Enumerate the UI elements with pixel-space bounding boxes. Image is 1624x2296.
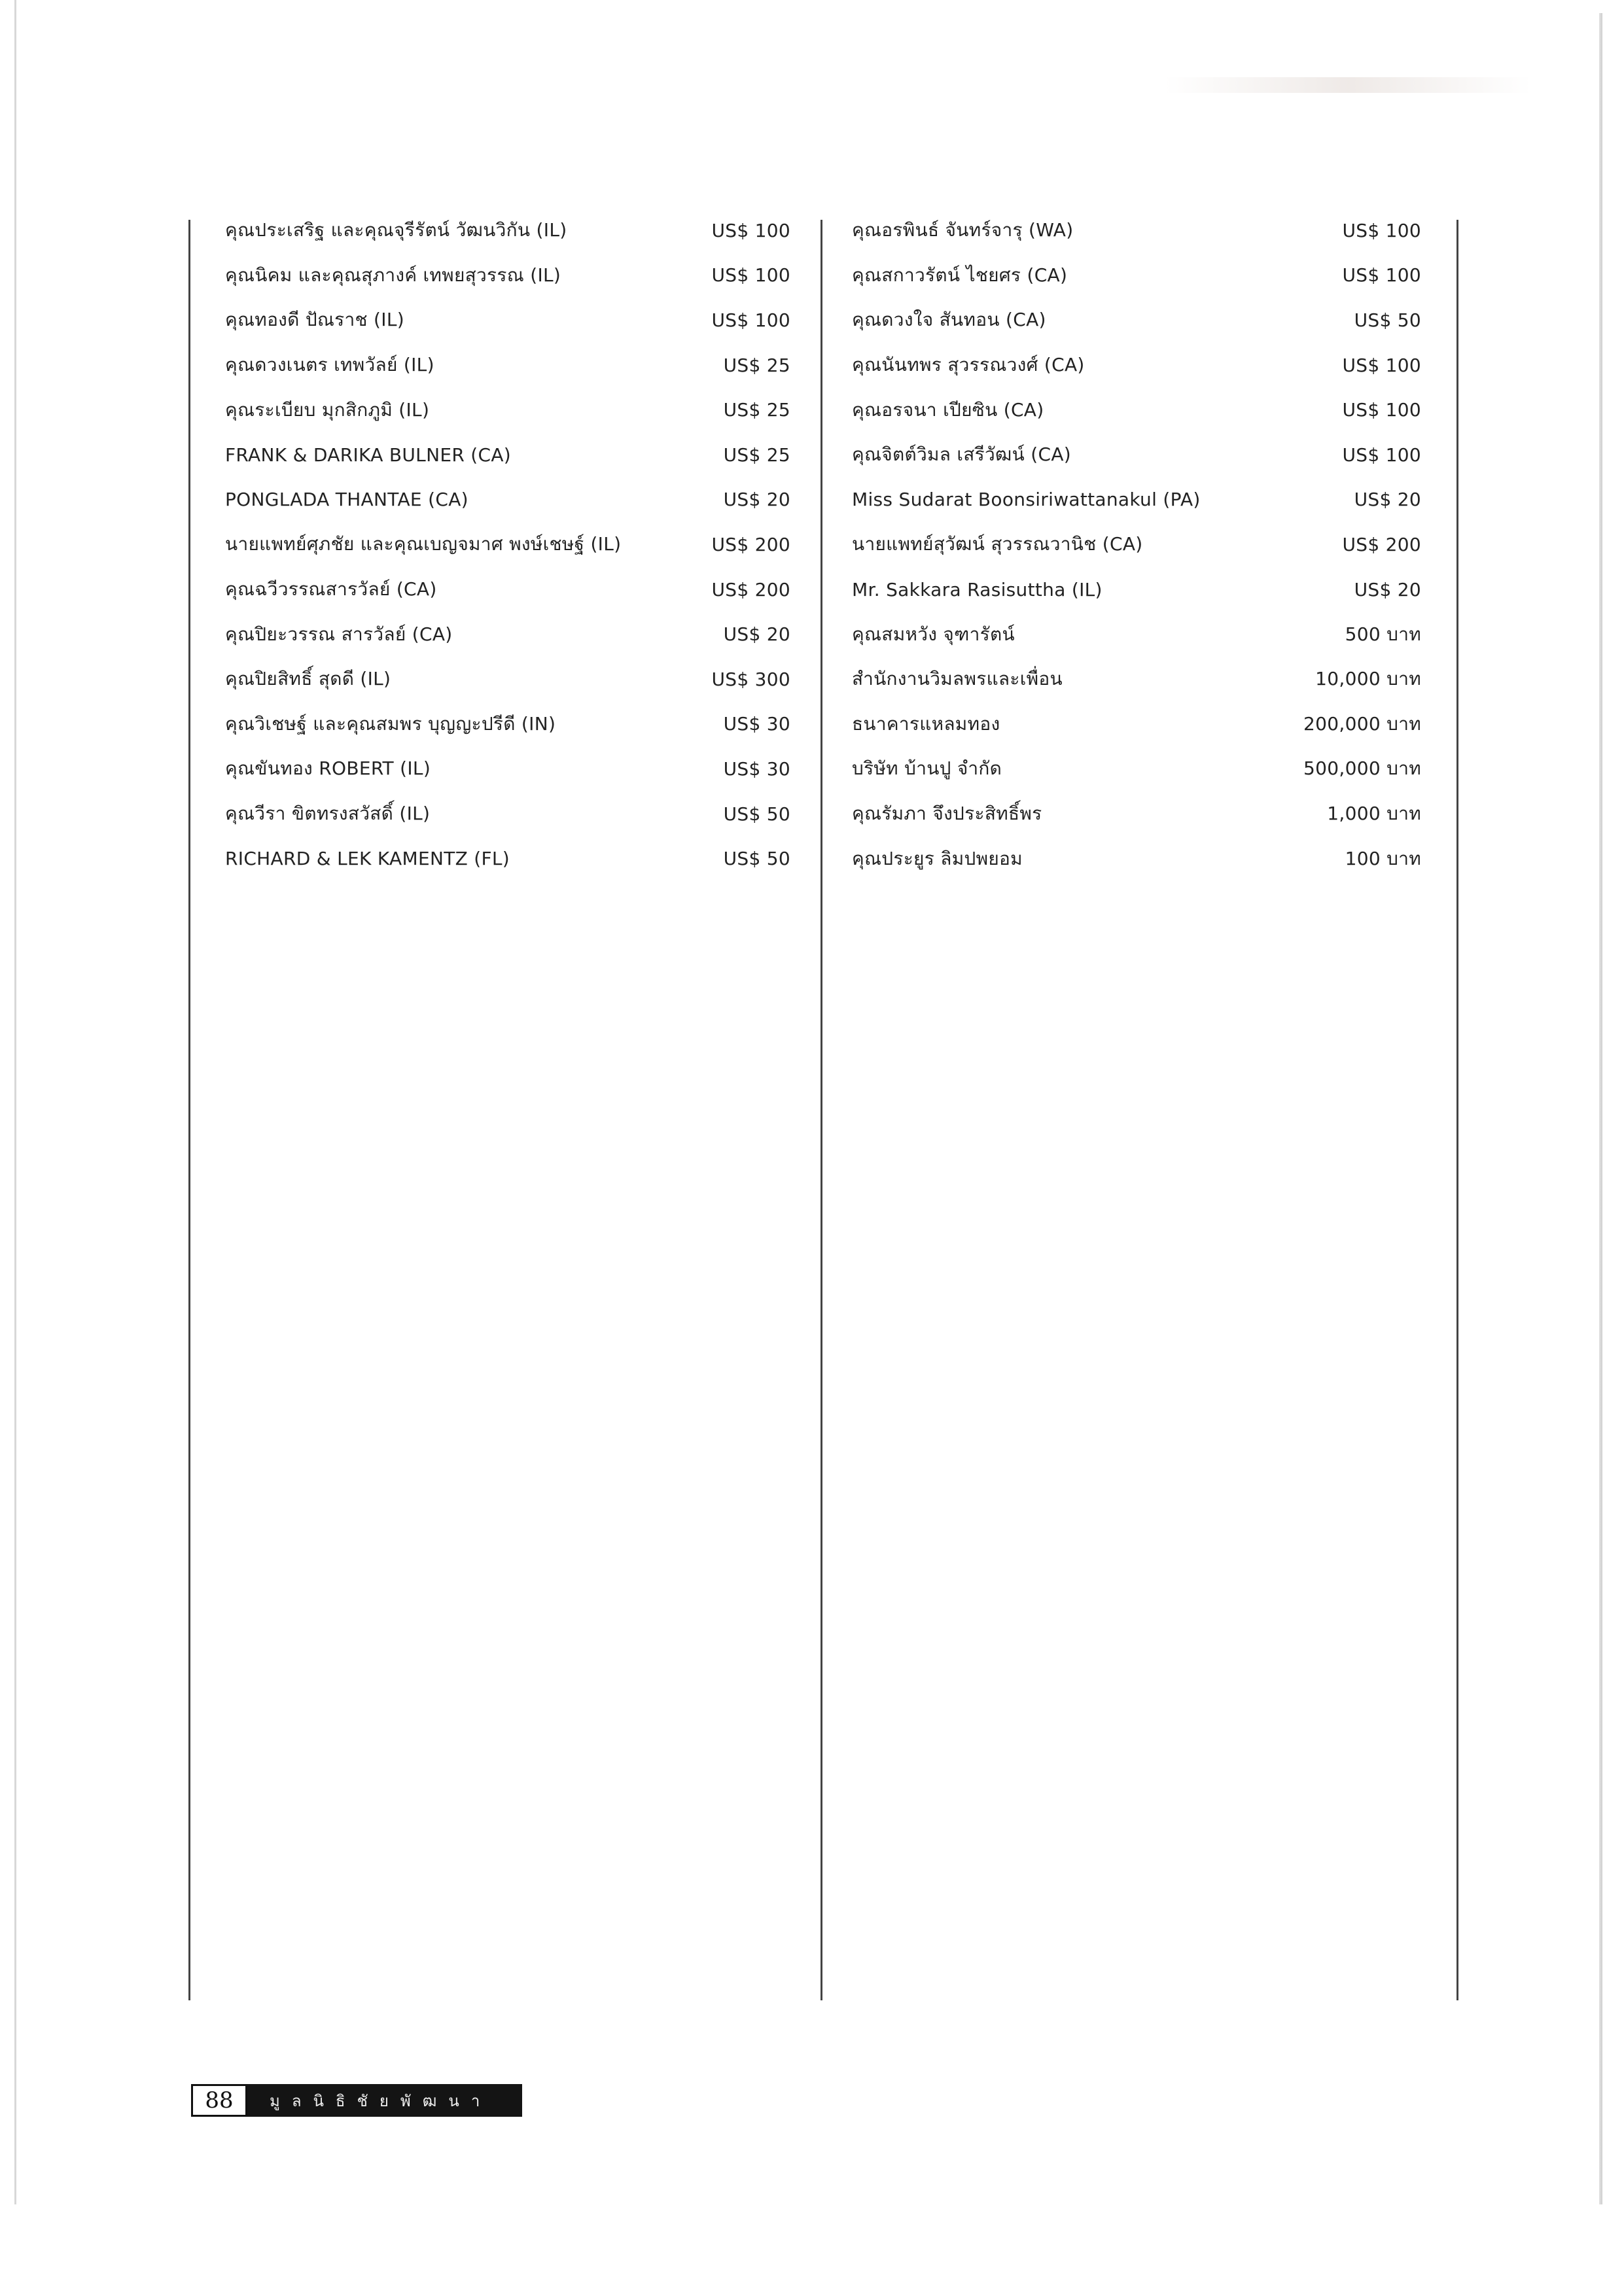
- left-donor-list: [225, 208, 790, 881]
- donor-name: Miss Sudarat Boonsiriwattanakul (PA): [852, 489, 1201, 511]
- donor-name: คุณจิตต์วิมล เสรีวัฒน์ (CA): [852, 444, 1072, 466]
- donation-amount: US$ 100: [711, 219, 790, 241]
- donor-name: RICHARD & LEK KAMENTZ (FL): [225, 848, 510, 870]
- donation-amount: US$ 50: [723, 848, 790, 870]
- donor-row: [852, 836, 1421, 881]
- donation-amount: US$ 300: [711, 668, 790, 690]
- scan-edge-left: [14, 0, 16, 2204]
- donation-amount: US$ 100: [711, 264, 790, 287]
- donor-row: [225, 298, 790, 343]
- donor-row: [852, 208, 1421, 253]
- donor-name: ธนาคารแหลมทอง: [852, 712, 1000, 735]
- donor-row: [852, 612, 1421, 657]
- donation-amount: US$ 20: [1354, 489, 1421, 511]
- donation-amount: US$ 20: [723, 489, 790, 511]
- donor-row: [852, 791, 1421, 837]
- donation-amount: US$ 20: [1354, 578, 1421, 600]
- donor-name: คุณขันทอง ROBERT (IL): [225, 757, 431, 780]
- donor-row: [225, 387, 790, 432]
- donation-amount: US$ 100: [1342, 219, 1421, 241]
- donation-amount: 500,000 บาท: [1303, 757, 1421, 780]
- donor-name: คุณวีรา ขิตทรงสวัสดิ์ (IL): [225, 803, 431, 825]
- donation-amount: US$ 30: [723, 713, 790, 735]
- center-column-rule: [821, 220, 822, 2000]
- donor-row: [225, 836, 790, 881]
- donor-name: คุณวิเชษฐ์ และคุณสมพร บุญญะปรีดี (IN): [225, 712, 556, 735]
- donor-row: [225, 253, 790, 298]
- donor-name: คุณสกาวรัตน์ ไชยศร (CA): [852, 264, 1068, 286]
- donor-name: คุณปิยสิทธิ์ สุดดี (IL): [225, 668, 391, 690]
- donor-row: [225, 343, 790, 388]
- donation-amount: US$ 100: [1342, 354, 1421, 376]
- donor-row: [852, 298, 1421, 343]
- donation-amount: US$ 50: [723, 803, 790, 825]
- donor-name: สำนักงานวิมลพรและเพื่อน: [852, 668, 1063, 690]
- donor-name: คุณดวงใจ สันทอน (CA): [852, 309, 1046, 331]
- donation-amount: US$ 25: [723, 354, 790, 376]
- donor-row: [852, 432, 1421, 478]
- page-number: 88: [191, 2084, 247, 2117]
- donor-name: คุณฉวีวรรณสารวัลย์ (CA): [225, 578, 437, 600]
- donor-name: คุณสมหวัง จุฑารัตน์: [852, 623, 1015, 645]
- donor-name: คุณดวงเนตร เทพวัลย์ (IL): [225, 354, 434, 376]
- donation-amount: 100 บาท: [1345, 847, 1421, 869]
- donor-row: [225, 746, 790, 791]
- donor-name: FRANK & DARIKA BULNER (CA): [225, 444, 512, 466]
- donor-row: [225, 791, 790, 837]
- donor-name: คุณอรพินธ์ จันทร์จารุ (WA): [852, 219, 1074, 241]
- donation-amount: US$ 200: [1342, 533, 1421, 555]
- donor-row: [225, 702, 790, 747]
- donor-name: คุณประเสริฐ และคุณจุรีรัตน์ วัฒนวิกัน (IL): [225, 219, 567, 241]
- donor-row: [852, 253, 1421, 298]
- donor-name: คุณทองดี ปัณราช (IL): [225, 309, 404, 331]
- donor-row: [225, 522, 790, 567]
- foundation-name: มูลนิธิชัยพัฒนา: [247, 2084, 522, 2117]
- donor-name: บริษัท บ้านปู จำกัด: [852, 757, 1002, 780]
- donation-amount: 10,000 บาท: [1315, 668, 1421, 690]
- donation-amount: US$ 100: [1342, 444, 1421, 466]
- donation-amount: 500 บาท: [1345, 623, 1421, 645]
- donor-row: [225, 612, 790, 657]
- donor-name: นายแพทย์สุวัฒน์ สุวรรณวานิช (CA): [852, 533, 1143, 555]
- donor-row: [852, 657, 1421, 702]
- donation-amount: US$ 25: [723, 399, 790, 421]
- donor-row: [852, 746, 1421, 791]
- donor-row: [852, 478, 1421, 523]
- donor-row: [852, 702, 1421, 747]
- donor-name: คุณรัมภา จึงประสิทธิ์พร: [852, 803, 1042, 825]
- donor-name: นายแพทย์ศุภชัย และคุณเบญจมาศ พงษ์เชษฐ์ (IL): [225, 533, 622, 555]
- donor-name: คุณระเบียบ มุกสิกภูมิ (IL): [225, 398, 430, 421]
- scan-smudge: [1165, 77, 1531, 93]
- page-footer: [191, 2084, 522, 2117]
- donation-amount: US$ 100: [1342, 399, 1421, 421]
- donor-name: คุณอรจนา เปียซิน (CA): [852, 398, 1044, 421]
- donor-name: PONGLADA THANTAE (CA): [225, 489, 468, 511]
- donor-row: [225, 567, 790, 612]
- donor-name: Mr. Sakkara Rasisuttha (IL): [852, 578, 1103, 600]
- donation-amount: US$ 200: [711, 578, 790, 600]
- donor-name: คุณปิยะวรรณ สารวัลย์ (CA): [225, 623, 453, 645]
- donor-row: [225, 208, 790, 253]
- scan-edge-right: [1599, 13, 1602, 2204]
- donor-row: [852, 387, 1421, 432]
- donation-amount: US$ 30: [723, 757, 790, 780]
- donation-amount: US$ 100: [711, 309, 790, 331]
- donor-row: [225, 432, 790, 478]
- donor-name: คุณนันทพร สุวรรณวงศ์ (CA): [852, 354, 1085, 376]
- donor-name: คุณนิคม และคุณสุภางค์ เทพยสุวรรณ (IL): [225, 264, 561, 286]
- donation-amount: 1,000 บาท: [1327, 803, 1421, 825]
- donor-name: คุณประยูร ลิมปพยอม: [852, 847, 1023, 869]
- left-margin-rule: [188, 220, 190, 2000]
- donation-amount: US$ 25: [723, 444, 790, 466]
- donor-row: [852, 343, 1421, 388]
- donor-row: [225, 478, 790, 523]
- donation-amount: US$ 50: [1354, 309, 1421, 331]
- right-donor-list: [852, 208, 1421, 881]
- donation-amount: US$ 20: [723, 623, 790, 646]
- donor-row: [852, 522, 1421, 567]
- donation-amount: US$ 100: [1342, 264, 1421, 287]
- donor-row: [225, 657, 790, 702]
- donor-row: [852, 567, 1421, 612]
- donation-amount: 200,000 บาท: [1303, 712, 1421, 735]
- donation-amount: US$ 200: [711, 533, 790, 555]
- right-margin-rule: [1456, 220, 1458, 2000]
